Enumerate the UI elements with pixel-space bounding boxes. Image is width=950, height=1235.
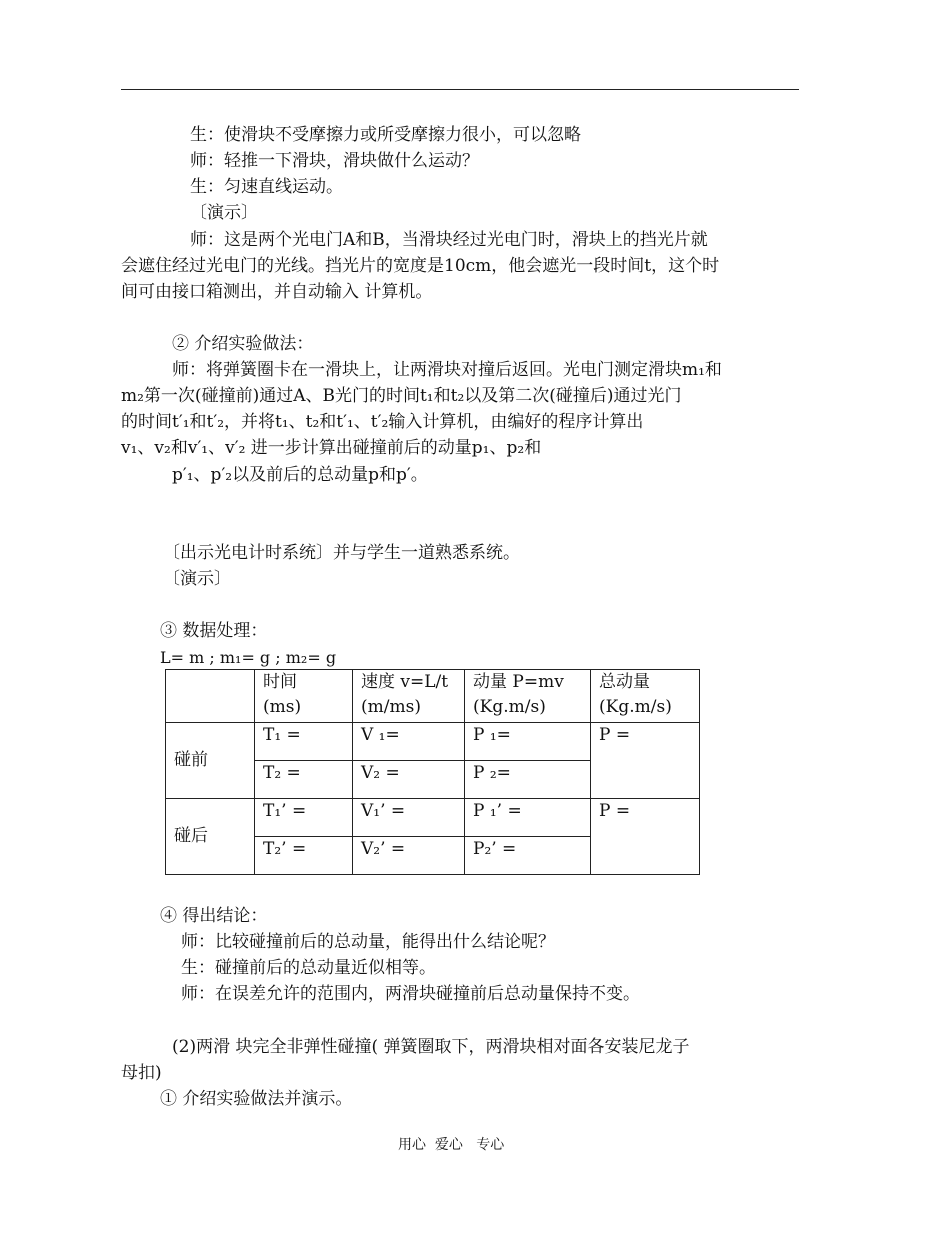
header-velocity: 速度 v=L/t (m/ms)	[353, 670, 465, 723]
table-cell: V₁’ =	[353, 799, 465, 837]
section-heading: ④ 得出结论：	[160, 906, 268, 926]
params-line: L= m ; m₁= g ; m₂= g	[160, 648, 337, 667]
table-cell: P ₁=	[465, 723, 591, 761]
text-line: 会遮住经过光电门的光线。挡光片的宽度是10cm，他会遮光一段时间t，这个时	[121, 256, 720, 276]
table-cell-total: P =	[591, 723, 700, 799]
table-cell: T₂ =	[255, 761, 353, 799]
table-row	[166, 799, 700, 837]
header-time: 时间 (ms)	[255, 670, 353, 723]
text-line: 师：在误差允许的范围内，两滑块碰撞前后总动量保持不变。	[181, 984, 640, 1004]
text-line: 师：轻推一下滑块，滑块做什么运动？	[190, 151, 479, 171]
data-table	[165, 669, 700, 875]
text-line: v₁、v₂和v′₁、v′₂ 进一步计算出碰撞前后的动量p₁、p₂和	[121, 438, 542, 458]
table-cell: P ₁’ =	[465, 799, 591, 837]
page-footer: 用心 爱心 专心	[398, 1137, 505, 1153]
table-cell: V ₁=	[353, 723, 465, 761]
section-heading: ③ 数据处理：	[160, 621, 268, 641]
text-line: 生：使滑块不受摩擦力或所受摩擦力很小，可以忽略	[190, 125, 581, 145]
text-line: m₂第一次(碰撞前)通过A、B光门的时间t₁和t₂以及第二次(碰撞后)通过光门	[121, 386, 682, 406]
text-line: 生：匀速直线运动。	[190, 177, 343, 197]
table-cell: V₂ =	[353, 761, 465, 799]
table-cell: T₁’ =	[255, 799, 353, 837]
text-line: 间可由接口箱测出，并自动输入 计算机。	[121, 282, 433, 302]
text-line: 师：这是两个光电门A和B，当滑块经过光电门时，滑块上的挡光片就	[190, 230, 708, 250]
table-header-row	[166, 670, 700, 723]
section-heading: ① 介绍实验做法并演示。	[160, 1089, 353, 1109]
text-line: 〔演示〕	[163, 569, 231, 589]
text-line: (2)两滑 块完全非弹性碰撞( 弹簧圈取下，两滑块相对面各安装尼龙子	[172, 1037, 690, 1057]
text-line: 母扣)	[121, 1063, 162, 1083]
data-table-wrapper	[165, 669, 700, 875]
text-line: 师：比较碰撞前后的总动量，能得出什么结论呢？	[181, 932, 555, 952]
text-line: 〔演示〕	[190, 203, 258, 223]
table-cell: V₂’ =	[353, 837, 465, 875]
section-heading: ② 介绍实验做法：	[172, 334, 314, 354]
text-line: 师：将弹簧圈卡在一滑块上，让两滑块对撞后返回。光电门测定滑块m₁和	[172, 360, 722, 380]
table-cell: P ₂=	[465, 761, 591, 799]
table-cell: P₂’ =	[465, 837, 591, 875]
table-cell-total: P =	[591, 799, 700, 875]
table-row	[166, 723, 700, 761]
header-rule	[121, 89, 799, 90]
text-line: p′₁、p′₂以及前后的总动量p和p′。	[172, 465, 428, 485]
text-line: 〔出示光电计时系统〕并与学生一道熟悉系统。	[163, 543, 520, 563]
table-cell: T₂’ =	[255, 837, 353, 875]
text-line: 的时间t′₁和t′₂，并将t₁、t₂和t′₁、t′₂输入计算机，由编好的程序计算出	[121, 412, 644, 432]
row-label-after: 碰后	[166, 799, 255, 875]
text-line: 生：碰撞前后的总动量近似相等。	[181, 958, 436, 978]
table-corner-cell	[166, 670, 255, 723]
header-momentum: 动量 P=mv (Kg.m/s)	[465, 670, 591, 723]
header-total-momentum: 总动量 (Kg.m/s)	[591, 670, 700, 723]
row-label-before: 碰前	[166, 723, 255, 799]
table-cell: T₁ =	[255, 723, 353, 761]
